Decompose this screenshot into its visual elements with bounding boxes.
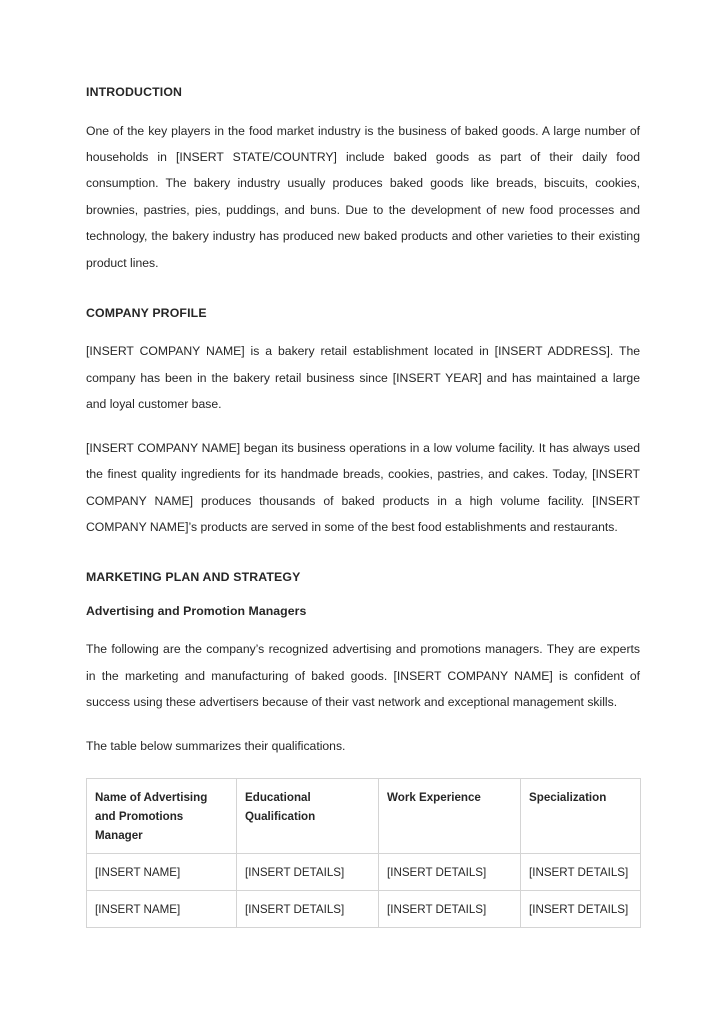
table-cell-name: [INSERT NAME]	[87, 853, 237, 890]
table-cell-work-experience: [INSERT DETAILS]	[379, 853, 521, 890]
spacer	[86, 759, 640, 778]
table-cell-work-experience: [INSERT DETAILS]	[379, 890, 521, 927]
section-heading-introduction: INTRODUCTION	[86, 85, 183, 99]
table-header-work-experience: Work Experience	[379, 778, 521, 853]
spacer	[86, 320, 640, 338]
spacer	[86, 540, 640, 571]
paragraph-introduction-1: One of the key players in the food market industry is the business of baked goods. A large number of households in [INSERT STATE/COUNTRY] include baked goods as part of their daily food consumption. The bakery industry usually produces baked goods like breads, biscuits, cookies, brownies, pastries, pies, puddings, and buns. Due to the development of new food processes and technology, the bakery industry has produced new baked products and other varieties to their existing product lines.	[86, 123, 640, 270]
paragraph-marketing-2: The table below summarizes their qualifications.	[86, 738, 346, 753]
spacer	[86, 585, 640, 605]
table-row	[87, 890, 641, 927]
spacer	[86, 418, 640, 435]
paragraph-marketing-1: The following are the company’s recognized advertising and promotions managers. They are experts in the marketing and manufacturing of baked goods. [INSERT COMPANY NAME] is confident of success using these advertisers because of their vast network and exceptional management skills.	[86, 642, 640, 710]
section-heading-marketing-plan: MARKETING PLAN AND STRATEGY	[86, 570, 301, 585]
table-header-education: Educational Qualification	[237, 778, 379, 853]
table-header-specialization: Specialization	[521, 778, 641, 853]
table-cell-specialization: [INSERT DETAILS]	[521, 890, 641, 927]
spacer	[86, 100, 640, 118]
spacer	[86, 716, 640, 733]
table-header-name: Name of Advertising and Promotions Manager	[87, 778, 237, 853]
table-cell-education: [INSERT DETAILS]	[237, 853, 379, 890]
table-cell-name: [INSERT NAME]	[87, 890, 237, 927]
document-body	[86, 86, 640, 928]
table-row	[87, 853, 641, 890]
spacer	[86, 276, 640, 307]
paragraph-company-profile-2: [INSERT COMPANY NAME] began its business operations in a low volume facility. It has always used the finest quality ingredients for its handmade breads, cookies, pastries, and cakes. Today, [INSERT COMPANY NAME] produces thousands of baked products in a high volume facility. [INSERT COMPANY NAME]’s products are served in some of the best food establishments and restaurants.	[86, 440, 640, 534]
qualifications-table	[86, 778, 641, 928]
paragraph-company-profile-1: [INSERT COMPANY NAME] is a bakery retail establishment located in [INSERT ADDRESS]. The company has been in the bakery retail business since [INSERT YEAR] and has maintained a large and loyal customer base.	[86, 344, 640, 412]
section-heading-company-profile: COMPANY PROFILE	[86, 305, 207, 320]
table-cell-specialization: [INSERT DETAILS]	[521, 853, 641, 890]
spacer	[86, 618, 640, 636]
table-cell-education: [INSERT DETAILS]	[237, 890, 379, 927]
subsection-heading-advertising-managers: Advertising and Promotion Managers	[86, 603, 307, 618]
table-header-row	[87, 778, 641, 853]
